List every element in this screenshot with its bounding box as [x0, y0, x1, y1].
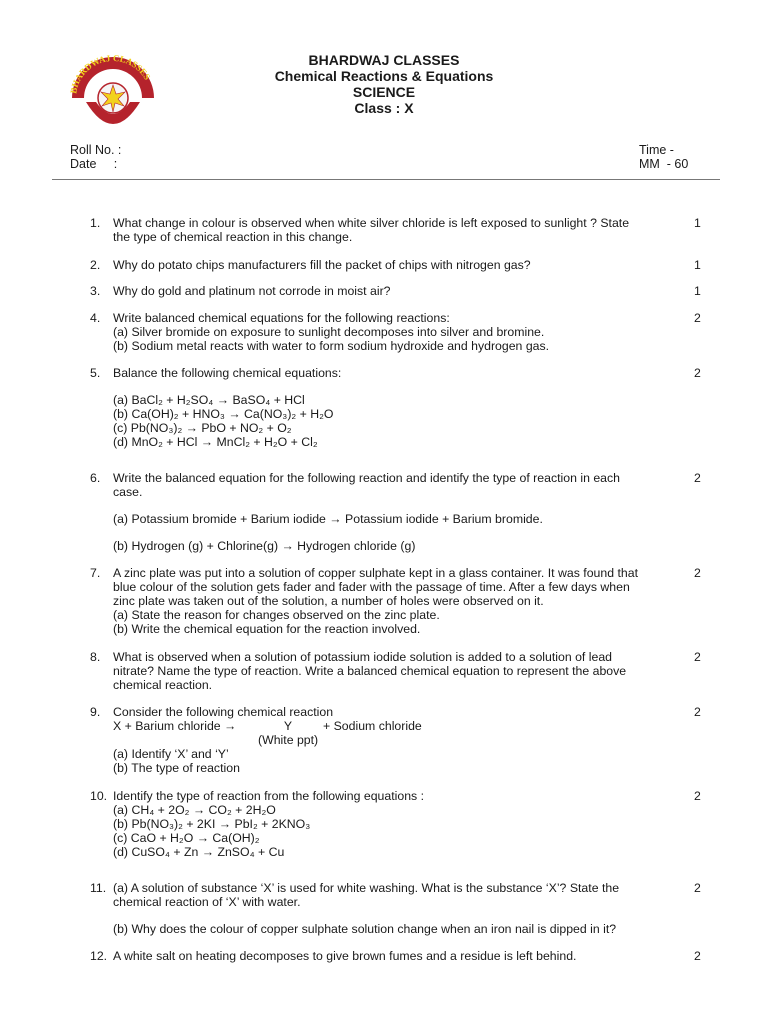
question-number: 4. [90, 311, 101, 325]
question-text-line: A white salt on heating decomposes to give brown fumes and a residue is left behind. [113, 949, 577, 963]
max-marks-label: MM - 60 [639, 157, 689, 171]
question-number: 10. [90, 789, 108, 803]
header-divider [52, 179, 720, 180]
date-label: Date : [70, 157, 118, 171]
question-text-line: chemical reaction. [113, 678, 213, 692]
chapter-title: Chemical Reactions & Equations [274, 68, 494, 84]
question-marks: 2 [694, 949, 701, 963]
question-marks: 2 [694, 881, 701, 895]
question-text-line: A zinc plate was put into a solution of copper sulphate kept in a glass container. It was found that [113, 566, 638, 580]
question-marks: 1 [694, 284, 701, 298]
question-text-line: Balance the following chemical equations: [113, 366, 342, 380]
question-text-line: (b) Sodium metal reacts with water to form sodium hydroxide and hydrogen gas. [113, 339, 550, 353]
question-text-line: Consider the following chemical reaction [113, 705, 334, 719]
question-part: (b) Hydrogen (g) + Chlorine(g) → Hydrogen chloride (g) [113, 539, 416, 553]
roll-no-label: Roll No. : [70, 143, 122, 157]
question-text-line: (a) State the reason for changes observed on the zinc plate. [113, 608, 440, 622]
question-text-line: nitrate? Name the type of reaction. Write a balanced chemical equation to represent the above [113, 664, 627, 678]
institute-name: BHARDWAJ CLASSES [308, 52, 460, 68]
equation-line: (c) Pb(NO₃)₂ → PbO + NO₂ + O₂ [113, 421, 292, 435]
question-part: (b) The type of reaction [113, 761, 240, 775]
equation-line: (a) CH₄ + 2O₂ → CO₂ + 2H₂O [113, 803, 276, 817]
question-number: 8. [90, 650, 101, 664]
question-text-line: chemical reaction of ‘X’ with water. [113, 895, 301, 909]
question-marks: 2 [694, 366, 701, 380]
reaction-product-y: Y [283, 719, 293, 733]
question-text-line: Why do potato chips manufacturers fill the packet of chips with nitrogen gas? [113, 258, 531, 272]
question-number: 7. [90, 566, 101, 580]
equation-line: (b) Ca(OH)₂ + HNO₃ → Ca(NO₃)₂ + H₂O [113, 407, 334, 421]
question-number: 9. [90, 705, 101, 719]
question-text-line: What is observed when a solution of potassium iodide solution is added to a solution of lead [113, 650, 613, 664]
question-part: (a) Identify ‘X’ and ‘Y’ [113, 747, 229, 761]
time-label: Time - [639, 143, 674, 157]
reaction-rhs: + Sodium chloride [323, 719, 422, 733]
reaction-lhs: X + Barium chloride → [113, 719, 237, 733]
question-number: 6. [90, 471, 101, 485]
question-text-line: zinc plate was taken out of the solution, a number of holes were observed on it. [113, 594, 544, 608]
question-part: (a) Potassium bromide + Barium iodide → Potassium iodide + Barium bromide. [113, 512, 543, 526]
question-marks: 2 [694, 705, 701, 719]
question-text-line: blue colour of the solution gets fader and fader with the passage of time. After a few days when [113, 580, 630, 594]
equation-line: (d) MnO₂ + HCl → MnCl₂ + H₂O + Cl₂ [113, 435, 318, 449]
question-text-line: What change in colour is observed when white silver chloride is left exposed to sunlight ? State [113, 216, 630, 230]
white-ppt-note: (White ppt) [258, 733, 319, 747]
question-text-line: Write the balanced equation for the following reaction and identify the type of reaction in each [113, 471, 621, 485]
question-marks: 2 [694, 650, 701, 664]
question-text-line: Why do gold and platinum not corrode in moist air? [113, 284, 391, 298]
question-text-line: (b) Write the chemical equation for the reaction involved. [113, 622, 421, 636]
equation-line: (a) BaCl₂ + H₂SO₄ → BaSO₄ + HCl [113, 393, 305, 407]
question-number: 11. [90, 881, 107, 895]
class-label: Class : X [354, 100, 414, 116]
question-marks: 2 [694, 566, 701, 580]
equation-line: (c) CaO + H₂O → Ca(OH)₂ [113, 831, 260, 845]
question-text-line: (a) Silver bromide on exposure to sunlight decomposes into silver and bromine. [113, 325, 545, 339]
question-text-line: the type of chemical reaction in this change. [113, 230, 353, 244]
equation-line: (d) CuSO₄ + Zn → ZnSO₄ + Cu [113, 845, 285, 859]
question-marks: 2 [694, 471, 701, 485]
logo-text: BHARDWAJ CLASSES [68, 54, 153, 95]
question-number: 5. [90, 366, 101, 380]
question-number: 3. [90, 284, 101, 298]
question-marks: 2 [694, 789, 701, 803]
question-text-line: Identify the type of reaction from the following equations : [113, 789, 425, 803]
question-number: 12. [90, 949, 108, 963]
question-number: 2. [90, 258, 101, 272]
question-part: (b) Why does the colour of copper sulphate solution change when an iron nail is dipped in it? [113, 922, 617, 936]
question-text-line: (a) A solution of substance ‘X’ is used for white washing. What is the substance ‘X’? State the [113, 881, 620, 895]
question-marks: 1 [694, 216, 701, 230]
subject-title: SCIENCE [352, 84, 416, 100]
reaction-line [113, 719, 693, 733]
equation-line: (b) Pb(NO₃)₂ + 2KI → PbI₂ + 2KNO₃ [113, 817, 311, 831]
question-text-line: case. [113, 485, 143, 499]
question-marks: 2 [694, 311, 701, 325]
question-number: 1. [90, 216, 101, 230]
question-text-line: Write balanced chemical equations for the following reactions: [113, 311, 450, 325]
question-marks: 1 [694, 258, 701, 272]
